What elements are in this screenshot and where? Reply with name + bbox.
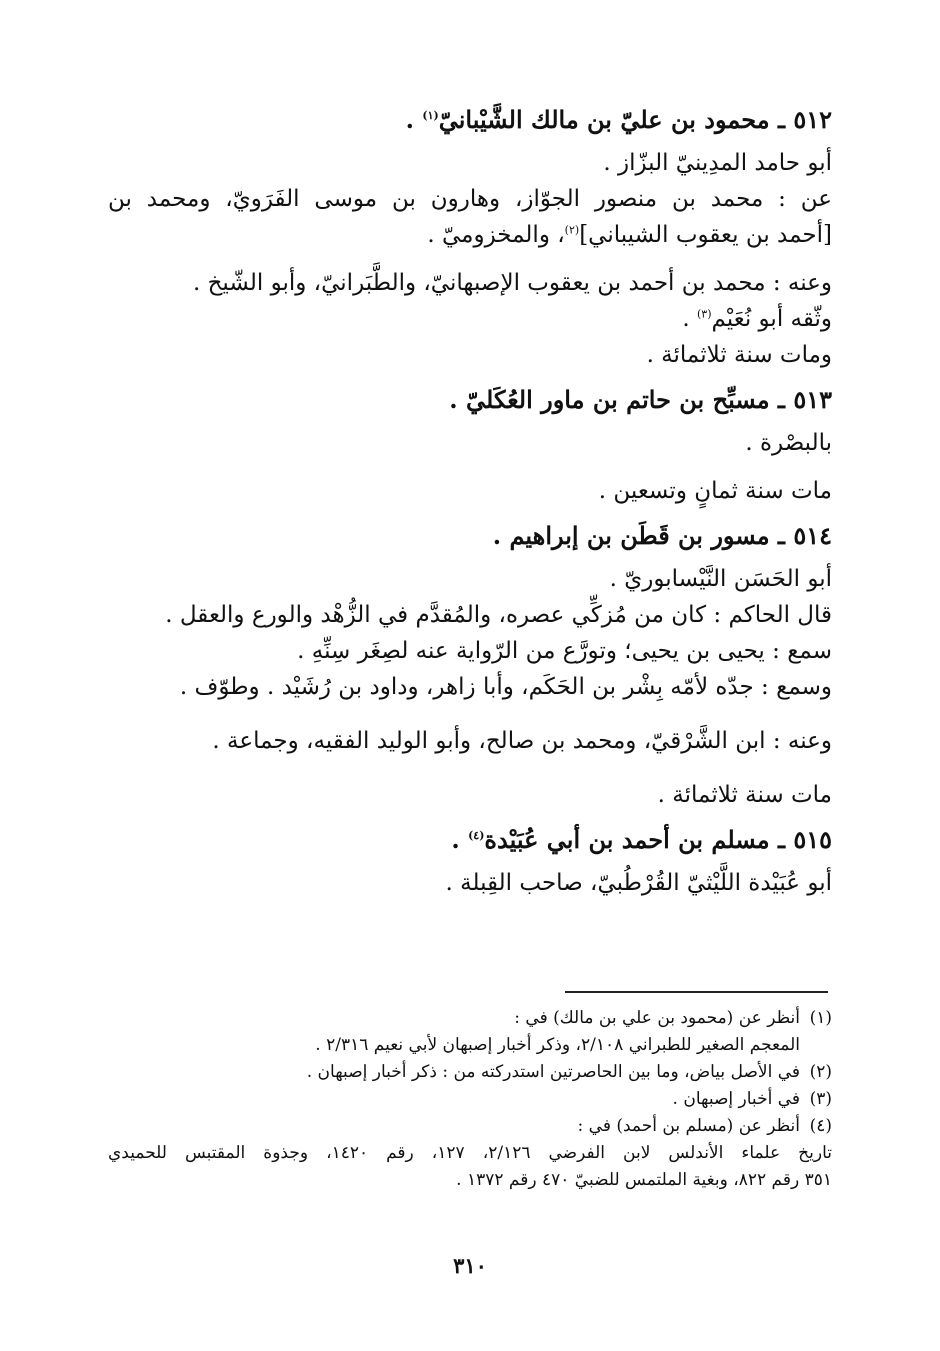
entry-514-death: مات سنة ثلاثمائة . [657,782,832,808]
entry-514-students: وعنه : ابن الشَّرْقيّ، ومحمد بن صالح، وأبو الوليد الفقيه، وجماعة . [212,728,832,754]
entry-513-death: مات سنة ثمانٍ وتسعين . [598,478,832,504]
entry-512-teachers: عن : محمد بن منصور الجوّاز، وهارون بن موسى الفَرَويّ، ومحمد بن [108,186,832,212]
entry-514-heading: ٥١٤ ـ مسور بن قَطَن بن إبراهيم . [492,521,832,550]
page-number: ٣١٠ [453,1253,487,1278]
entry-513-place: بالبصْرة . [745,430,832,456]
main-text [108,100,832,908]
entry-514-heard-2: وسمع : جدّه لأمّه بِشْر بن الحَكَم، وأبا زاهر، وداود بن رُشَيْد . وطوّف . [179,674,832,700]
entry-512-tawthiq: وثّقه أبو نُعَيْم$^{(٣)}$ . [682,306,832,332]
footnote-4-cont: تاريخ علماء الأندلس لابن الفرضي ٢/١٢٦، ١٢٧، رقم ١٤٢٠، وجذوة المقتبس للحميدي [108,1143,832,1163]
footnote-1: (١)أنظر عن (محمود بن علي بن مالك) في : [514,1008,832,1028]
footnote-ref-1: (١) [422,109,439,122]
footnotes [108,1010,832,1199]
entry-512-heading: ٥١٢ ـ محمود بن عليّ بن مالك الشَّيْبانيّ$^{(١)}$ . [405,105,832,134]
entry-512-kunya: أبو حامد المدِينيّ البزّاز . [603,150,832,176]
entry-514-hakim: قال الحاكم : كان من مُزكِّي عصره، والمُقدَّم في الزُّهْد والورع والعقل . [165,602,832,628]
entry-513-heading: ٥١٣ ـ مسبِّح بن حاتم بن ماور العُكَليّ . [449,385,832,414]
footnote-4-cont-2: ٣٥١ رقم ٨٢٢، وبغية الملتمس للضبيّ ٤٧٠ رقم ١٣٧٢ . [456,1170,832,1190]
footnote-1-cont: المعجم الصغير للطبراني ٢/١٠٨، وذكر أخبار إصبهان لأبي نعيم ٢/٣١٦ . [315,1035,800,1055]
entry-512-teachers-cont: [أحمد بن يعقوب الشيباني]$^{(٢)}$، والمخزوميّ . [427,222,832,248]
footnote-ref-4: (٤) [468,829,485,842]
footnote-3: (٣)في أخبار إصبهان . [672,1089,832,1109]
entry-515-heading: ٥١٥ ـ مسلم بن أحمد بن أبي عُبَيْدة$^{(٤)}$ . [451,825,832,854]
footnote-2: (٢)في الأصل بياض، وما بين الحاصرتين استدركته من : ذكر أخبار إصبهان . [306,1062,832,1082]
footnote-ref-3: (٣) [696,307,712,321]
footnote-ref-2: (٢) [564,223,580,237]
entry-515-kunya: أبو عُبَيْدة اللَّيْثيّ القُرْطُبيّ، صاحب القِبلة . [445,870,832,896]
entry-514-heard-1: سمع : يحيى بن يحيى؛ وتورَّع من الرّواية عنه لصِغَر سِنِّهِ . [297,638,832,664]
entry-512-death: ومات سنة ثلاثمائة . [646,342,832,368]
entry-512-students: وعنه : محمد بن أحمد بن يعقوب الإصبهانيّ، والطَّبَرانيّ، وأبو الشّيخ . [192,270,832,296]
entry-514-kunya: أبو الحَسَن النَّيْسابوريّ . [609,566,832,592]
footnote-separator [565,991,828,993]
footnote-4: (٤)أنظر عن (مسلم بن أحمد) في : [577,1116,832,1136]
